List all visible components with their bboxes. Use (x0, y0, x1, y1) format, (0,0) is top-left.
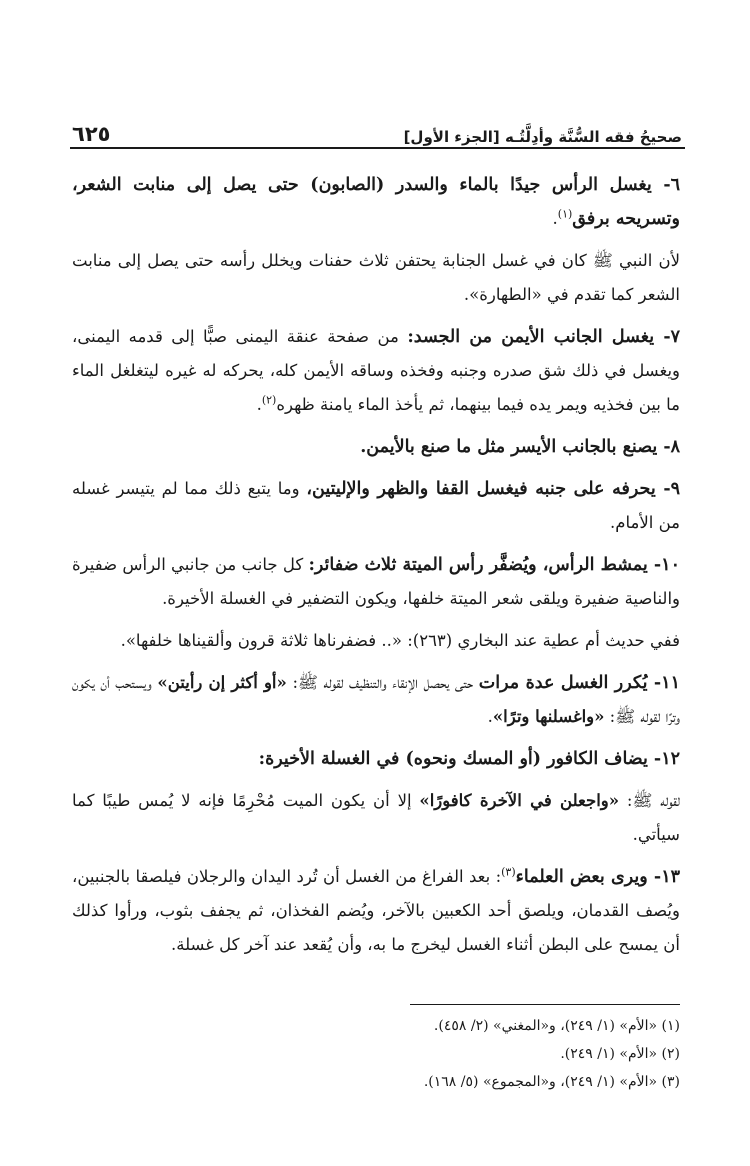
item-12-heading: ١٢- يضاف الكافور (أو المسك ونحوه) في الغسلة الأخيرة: (258, 749, 680, 769)
item-11-quote: «أو أكثر إن رأيتن» (157, 673, 287, 692)
paragraph-hadith-umm-atiyya: ففي حديث أم عطية عند البخاري (٢٦٣): «.. فضفرناها ثلاثة قرون وألقيناها خلفها». (120, 631, 680, 650)
page-header (72, 110, 682, 146)
item-11-body-2: ويستحب أن يكون وترًا لقوله ﷺ: (72, 673, 680, 726)
running-title: صحيحُ فقه السُّنَّة وأدِلَّتُـه [الجزء الأول] (403, 128, 682, 146)
item-11-quote-2: «واغسلنها وترًا» (492, 707, 605, 726)
item-6-heading: ٦- يغسل الرأس جيدًا بالماء والسدر (الصابون) حتى يصل إلى منابت الشعر، وتسريحه برفق (72, 175, 680, 229)
paragraph-item-7 (72, 320, 680, 422)
paragraph-item-11 (72, 666, 680, 734)
item-10-body: كل جانب من جانبي الرأس ضفيرة والناصية ضفيرة ويلقى شعر الميتة خلفها، ويكون التضفير في الغسلة الأخيرة. (72, 555, 680, 608)
footnote-divider (410, 1004, 680, 1005)
page-body (72, 168, 680, 970)
evidence-12-body: لقوله ﷺ: (619, 791, 681, 810)
paragraph-item-8 (72, 430, 680, 464)
paragraph-evidence-12 (72, 784, 680, 852)
evidence-12-body-2: إلا أن يكون الميت مُحْرِمًا فإنه لا يُمس طيبًا كما سيأتي. (72, 791, 680, 844)
paragraph-item-13 (72, 860, 680, 962)
footnote-ref-2: (٢) (261, 393, 277, 407)
paragraph-item-10 (72, 548, 680, 616)
item-7-tail: . (256, 395, 262, 414)
footnote-3: (٣) «الأم» (١/ ٢٤٩)، و«المجموع» (٥/ ١٦٨). (423, 1074, 680, 1090)
item-11-heading: ١١- يُكرر الغسل عدة مرات (478, 673, 680, 693)
footnotes (72, 1012, 680, 1096)
item-11-tail: . (487, 707, 493, 726)
paragraph-item-6 (72, 168, 680, 236)
footnote-ref-1: (١) (557, 207, 573, 221)
footnote-2: (٢) «الأم» (١/ ٢٤٩). (560, 1046, 680, 1062)
item-9-heading: ٩- يحرفه على جنبه فيغسل القفا والظهر والإليتين، (306, 479, 680, 499)
item-7-heading: ٧- يغسل الجانب الأيمن من الجسد: (407, 327, 680, 347)
header-divider (70, 147, 685, 149)
paragraph-item-12 (72, 742, 680, 776)
page-number: ٦٢٥ (72, 122, 111, 146)
item-8-heading: ٨- يصنع بالجانب الأيسر مثل ما صنع بالأيمن. (360, 437, 680, 457)
footnote-ref-3: (٣) (501, 865, 516, 879)
footnote-1: (١) «الأم» (١/ ٢٤٩)، و«المغني» (٢/ ٤٥٨). (433, 1018, 680, 1034)
paragraph-evidence-6: لأن النبي ﷺ كان في غسل الجنابة يحتفن ثلاث حفنات ويخلل رأسه حتى يصل إلى منابت الشعر كما تقدم في «الطهارة». (72, 251, 680, 304)
item-6-tail: . (552, 209, 558, 228)
evidence-12-quote: «واجعلن في الآخرة كافورًا» (419, 791, 620, 810)
item-13-heading: ١٣- ويرى بعض العلماء (515, 867, 680, 887)
item-11-body: حتى يحصل الإنقاء والتنظيف لقوله ﷺ: (286, 673, 479, 692)
item-10-heading: ١٠- يمشط الرأس، ويُضفَّر رأس الميتة ثلاث ضفائر: (308, 555, 680, 575)
item-13-body: : بعد الفراغ من الغسل أن تُرد اليدان والرجلان فيلصقا بالجنبين، ويُصف القدمان، ويلصق أحد الكعبين بالآخر، ويُضم الفخذان، ثم يجفف بثوب، ورأوا كذلك أن يمسح على البطن أثناء الغسل ليخرج ما به، وأن يُقعد عند آخر كل غسلة. (72, 867, 680, 954)
item-7-body: من صفحة عنقة اليمنى صبًّا إلى قدمه اليمنى، ويغسل في ذلك شق صدره وجنبه وفخذه وساقه الأيمن كله، يحركه له غيره ليتغلغل الماء ما بين فخذيه ويمر يده فيما بينهما، ثم يأخذ الماء يامنة ظهره (72, 327, 680, 414)
paragraph-item-9 (72, 472, 680, 540)
item-9-body: وما يتبع ذلك مما لم يتيسر غسله من الأمام. (72, 479, 680, 532)
